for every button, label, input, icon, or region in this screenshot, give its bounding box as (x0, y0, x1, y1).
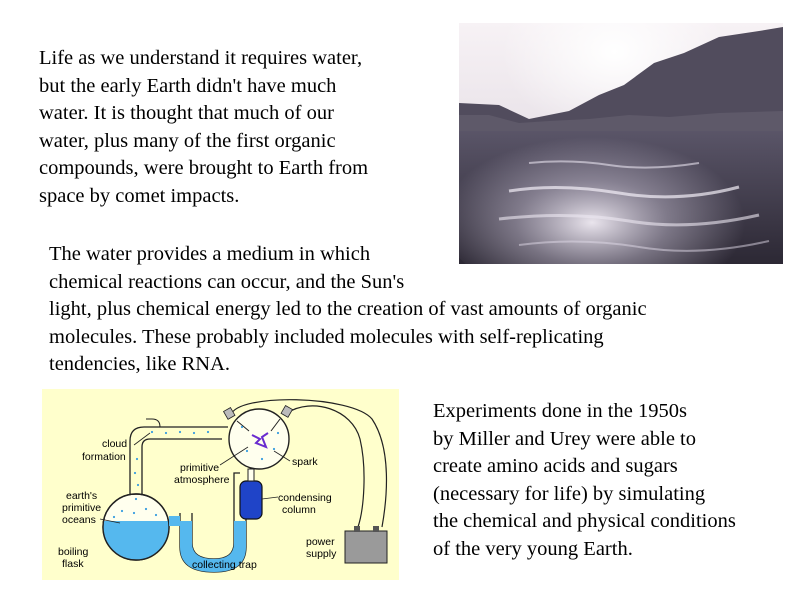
text-line: Life as we understand it requires water, (39, 47, 363, 69)
svg-text:primitive (180, 462, 219, 474)
text-line: space by comet impacts. (39, 184, 240, 207)
svg-text:power (306, 536, 335, 548)
svg-text:condensing (278, 492, 332, 504)
label-boiling: flask (62, 558, 84, 570)
svg-text:flask (62, 558, 84, 570)
text-line: of the very young Earth. (433, 537, 633, 560)
label-power: supply (306, 548, 337, 560)
label-oceans: oceans (62, 514, 96, 526)
svg-text:atmosphere (174, 474, 230, 486)
text-line: chemical reactions can occur, and the Sun's (49, 270, 405, 293)
svg-text:oceans (62, 514, 96, 526)
text-line: The water provides a medium in which (49, 243, 371, 265)
label-power: power (306, 536, 335, 548)
text-line: Experiments done in the 1950s (433, 400, 687, 422)
text-line: but the early Earth didn't have much (39, 74, 337, 97)
svg-text:supply (306, 548, 337, 560)
label-condensing: condensing (278, 492, 332, 504)
svg-text:collecting trap (192, 559, 257, 571)
text-line: molecules. These probably included molecules with self-replicating (49, 325, 604, 348)
label-cloud: cloud (102, 438, 128, 450)
svg-text:formation (82, 451, 126, 463)
text-line: water. It is thought that much of our (39, 102, 334, 124)
svg-text:spark (292, 456, 318, 468)
svg-text:primitive (62, 502, 101, 514)
svg-text:column (282, 504, 316, 516)
label-condensing: column (282, 504, 316, 516)
text-line: compounds, were brought to Earth from (39, 157, 369, 179)
power-supply (345, 531, 387, 563)
text-line: the chemical and physical conditions (433, 510, 736, 532)
label-oceans: earth's (66, 490, 98, 502)
svg-text:cloud (102, 438, 127, 450)
text-line: create amino acids and sugars (433, 455, 678, 477)
ocean-sunset-photo (459, 23, 783, 264)
label-trap: collecting trap (192, 559, 257, 571)
text-line: tendencies, like RNA. (49, 353, 231, 375)
label-atmosphere: atmosphere (174, 474, 230, 486)
label-cloud: formation (82, 451, 126, 463)
condensing-column (240, 481, 262, 519)
intro-paragraph (39, 45, 368, 210)
text-line: water, plus many of the first organic (39, 129, 336, 152)
miller-urey-apparatus-diagram (42, 389, 399, 580)
miller-urey-paragraph (433, 398, 736, 563)
text-line: by Miller and Urey were able to (433, 427, 696, 450)
svg-text:boiling (58, 546, 89, 558)
svg-text:earth's (66, 490, 97, 502)
text-line: (necessary for life) by simulating (433, 482, 706, 505)
label-oceans: primitive (62, 502, 102, 514)
label-atmosphere: primitive (180, 462, 220, 474)
water-medium-paragraph (49, 241, 647, 379)
label-boiling: boiling (58, 546, 89, 558)
label-spark: spark (292, 456, 318, 468)
text-line: light, plus chemical energy led to the creation of vast amounts of organic (49, 298, 647, 320)
